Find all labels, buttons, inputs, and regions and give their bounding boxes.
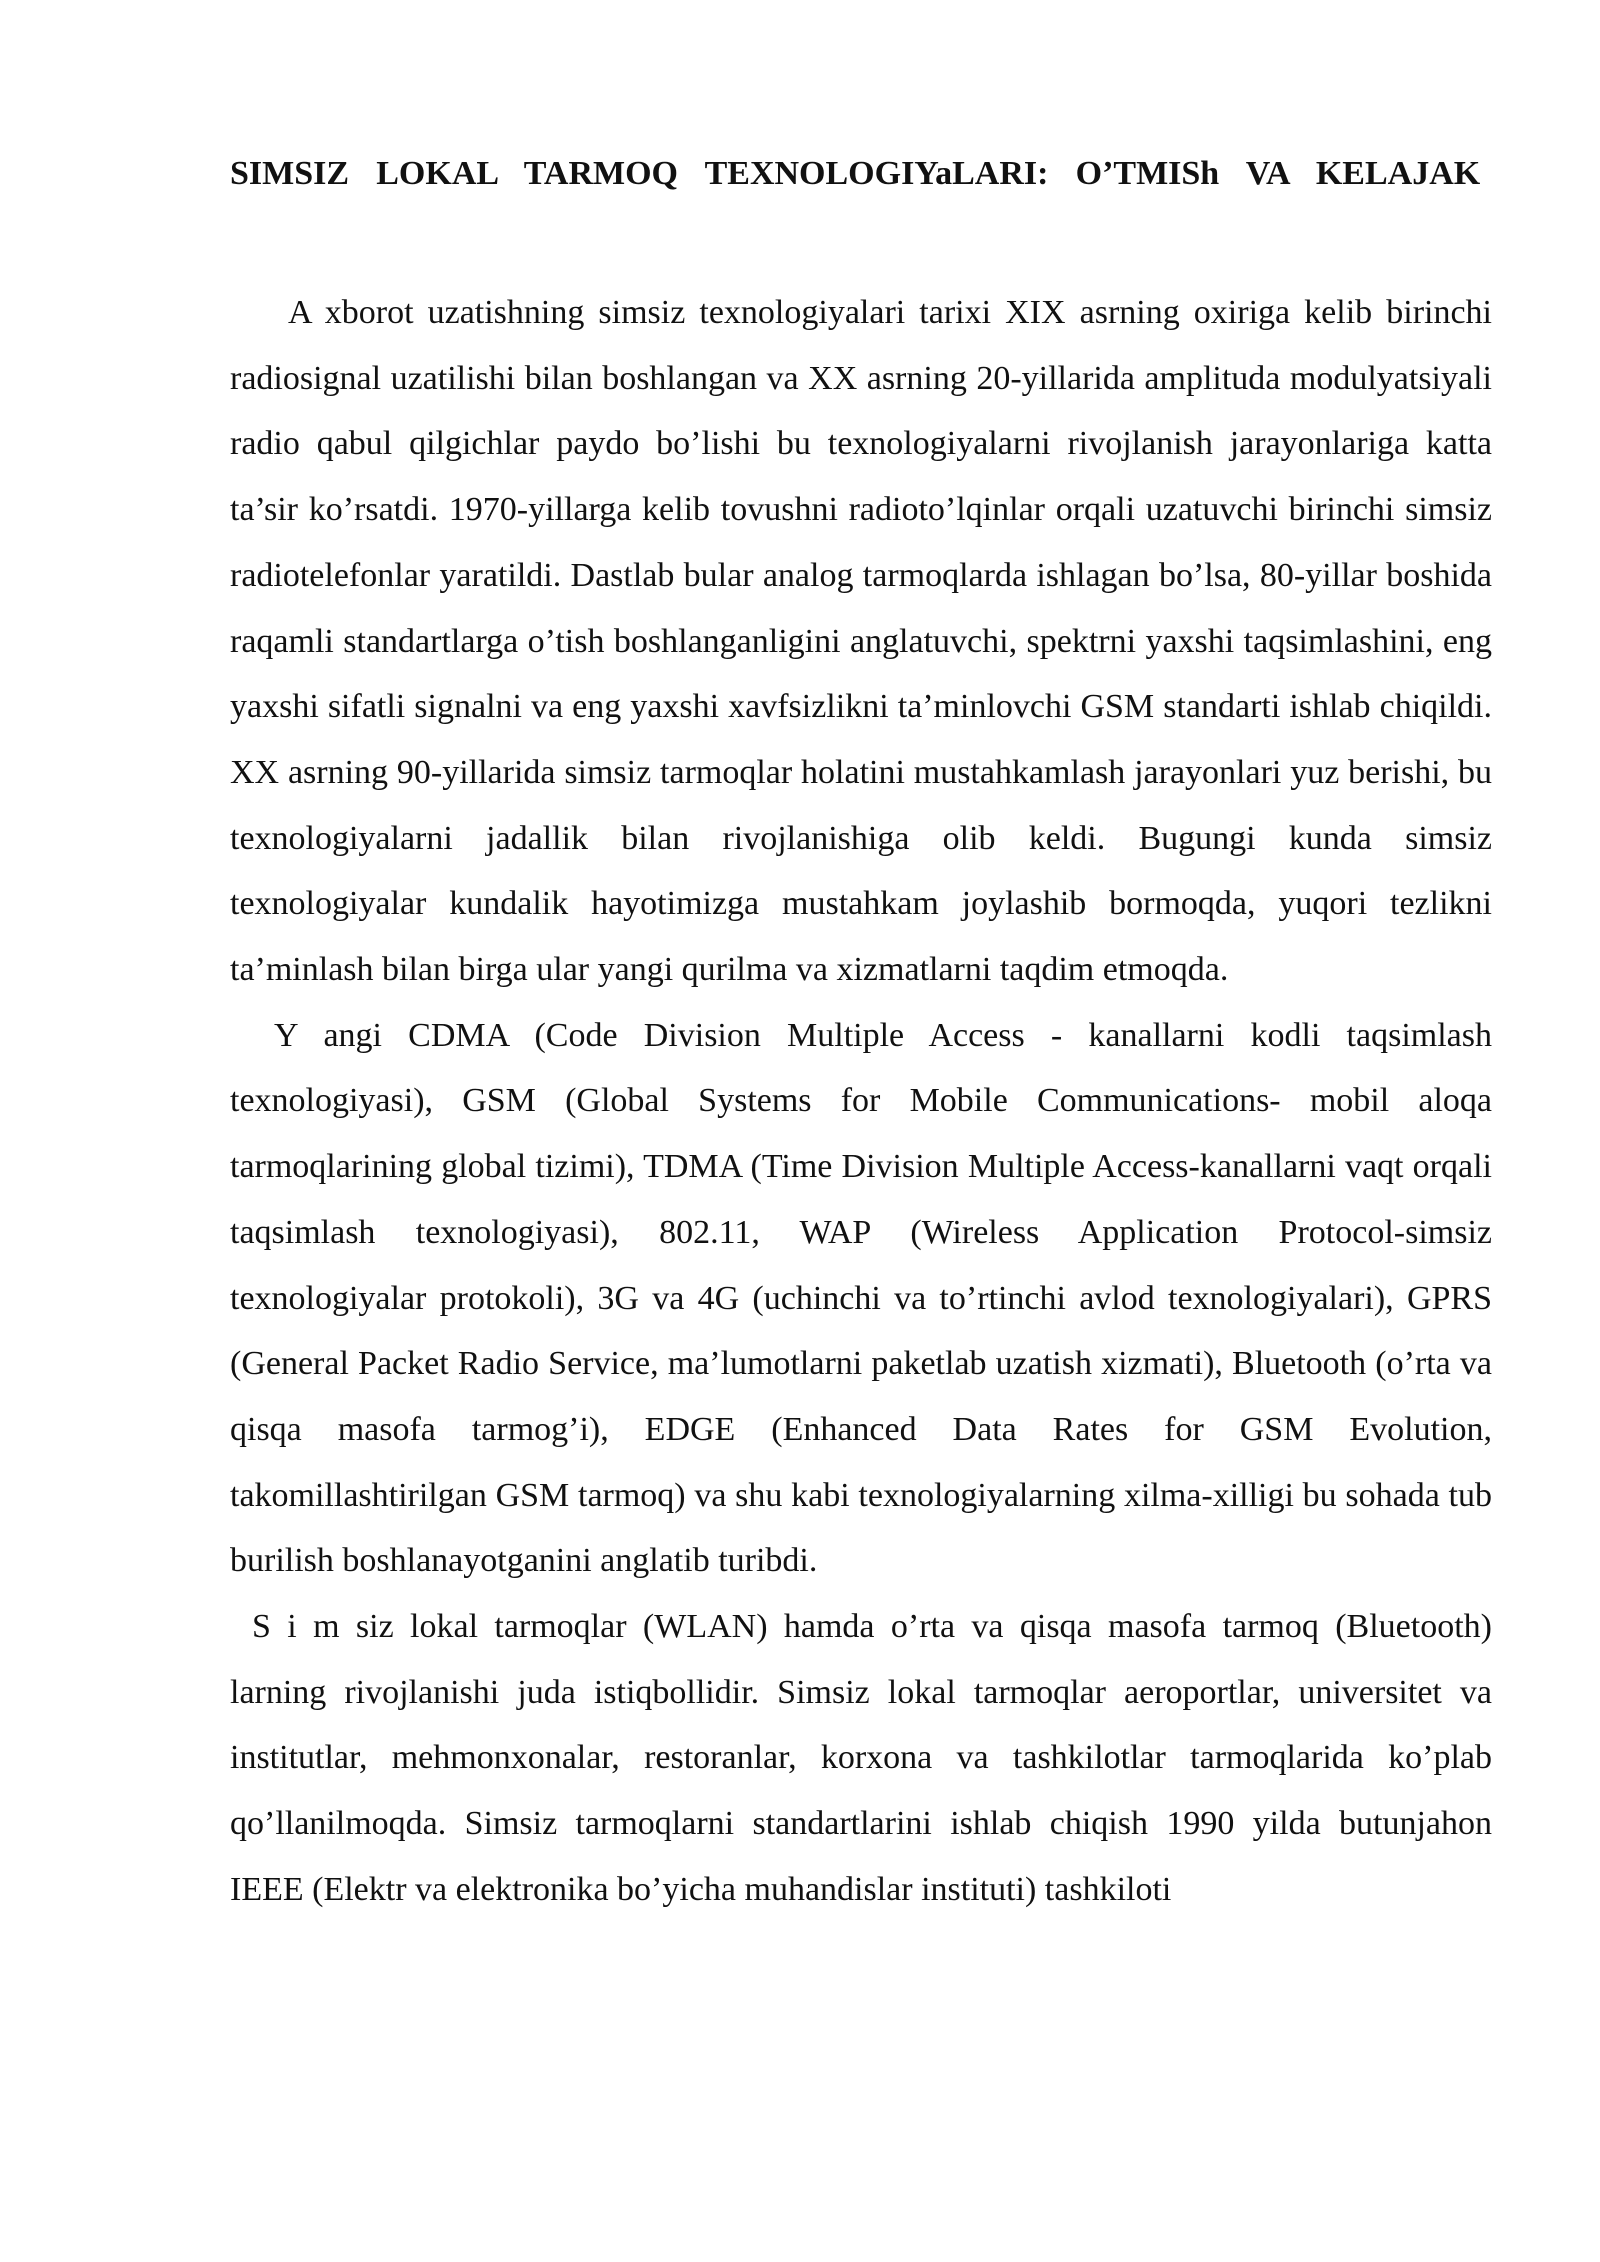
paragraph-wireless-technologies: Y angi CDMA (Code Division Multiple Access - kanallarni kodli taqsimlash texnologiyasi), GSM (Global Systems for Mobile Communications- mobil aloqa tarmoqlarining global tizimi), TDMA (Time Division Multiple Access-kanallarni vaqt orqali taqsimlash texnologiyasi), 802.11, WAP (Wireless Application Protocol-simsiz texnologiyalar protokoli), 3G va 4G (uchinchi va to’rtinchi avlod texnologiyalari), GPRS (General Packet Radio Service, ma’lumotlarni paketlab uzatish xizmati), Bluetooth (o’rta va qisqa masofa tarmog’i), EDGE (Enhanced Data Rates for GSM Evolution, takomillashtirilgan GSM tarmoq) va shu kabi texnologiyalarning xilma-xilligi bu sohada tub burilish boshlanayotganini anglatib turibdi. bbox=[230, 1016, 1492, 1580]
document-title: SIMSIZ LOKAL TARMOQ TEXNOLOGIYaLARI: O’TMISh VA KELAJAK bbox=[230, 155, 1481, 192]
document-page bbox=[230, 150, 1492, 1923]
document-body bbox=[230, 280, 1492, 1923]
paragraph-wlan-development: S i m siz lokal tarmoqlar (WLAN) hamda o’rta va qisqa masofa tarmoq (Bluetooth) larning rivojlanishi juda istiqbollidir. Simsiz lokal tarmoqlar aeroportlar, universitet va institutlar, mehmonxonalar, restoranlar, korxona va tashkilotlar tarmoqlarida ko’plab qo’llanilmoqda. Simsiz tarmoqlarni standartlarini ishlab chiqish 1990 yilda butunjahon IEEE (Elektr va elektronika bo’yicha muhandislar instituti) tashkiloti bbox=[230, 1608, 1492, 1908]
paragraph-wireless-history: A xborot uzatishning simsiz texnologiyalari tarixi XIX asrning oxiriga kelib birinchi radiosignal uzatilishi bilan boshlangan va XX asrning 20-yillarida amplituda modulyatsiyali radio qabul qilgichlar paydo bo’lishi bu texnologiyalarni rivojlanish jarayonlariga katta ta’sir ko’rsatdi. 1970-yillarga kelib tovushni radioto’lqinlar orqali uzatuvchi birinchi simsiz radiotelefonlar yaratildi. Dastlab bular analog tarmoqlarda ishlagan bo’lsa, 80-yillar boshida raqamli standartlarga o’tish boshlanganligini anglatuvchi, spektrni yaxshi taqsimlashini, eng yaxshi sifatli signalni va eng yaxshi xavfsizlikni ta’minlovchi GSM standarti ishlab chiqildi. XX asrning 90-yillarida simsiz tarmoqlar holatini mustahkamlash jarayonlari yuz berishi, bu texnologiyalarni jadallik bilan rivojlanishiga olib keldi. Bugungi kunda simsiz texnologiyalar kundalik hayotimizga mustahkam joylashib bormoqda, yuqori tezlikni ta’minlash bilan birga ular yangi qurilma va xizmatlarni taqdim etmoqda. bbox=[230, 294, 1492, 989]
